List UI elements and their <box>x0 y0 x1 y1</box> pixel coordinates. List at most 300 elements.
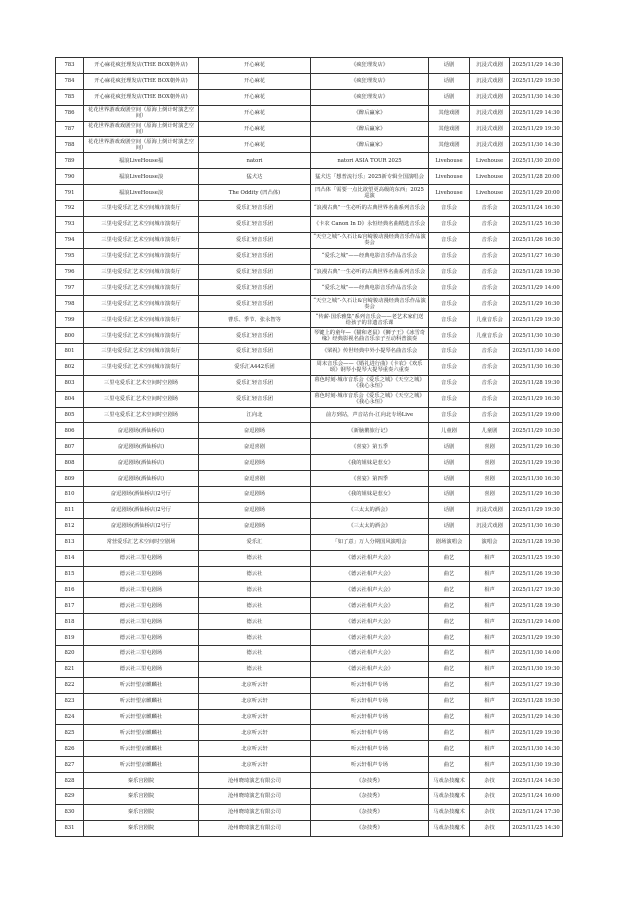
row-number-cell: 812 <box>56 518 84 534</box>
show-time-cell: 2025/11/30 14:00 <box>510 645 563 661</box>
show-title-cell: 《醉后赢家》 <box>311 121 429 137</box>
row-number-cell: 784 <box>56 73 84 89</box>
venue-cell: 花花世界游戏戏剧空间（原海上倒计时演艺空间） <box>84 105 199 121</box>
category-cell: 音乐会 <box>429 216 470 232</box>
show-title-cell: 《德云社相声大会》 <box>311 550 429 566</box>
show-title-cell: “天空之城”-久石让&宫崎骏动漫经典音乐作品演奏会 <box>311 296 429 312</box>
subcategory-cell: 音乐会 <box>470 359 510 375</box>
show-title-cell: 前方到站，声音站台-江向北专场Live <box>311 407 429 423</box>
organizer-cell: 沧州晓琦演艺有限公司 <box>199 820 311 836</box>
table-row <box>56 677 563 693</box>
show-time-cell: 2025/11/30 20:00 <box>510 153 563 169</box>
show-time-cell: 2025/11/28 19:30 <box>510 264 563 280</box>
subcategory-cell: 杂技 <box>470 773 510 789</box>
show-title-cell: 《德云社相声大会》 <box>311 598 429 614</box>
show-time-cell: 2025/11/29 19:30 <box>510 73 563 89</box>
table-row <box>56 344 563 360</box>
row-number-cell: 813 <box>56 534 84 550</box>
category-cell: 话剧 <box>429 73 470 89</box>
category-cell: 曲艺 <box>429 725 470 741</box>
show-time-cell: 2025/11/30 19:30 <box>510 661 563 677</box>
table-row <box>56 693 563 709</box>
category-cell: 音乐会 <box>429 328 470 344</box>
venue-cell: 奋逗剧场(酒仙桥店)2号厅 <box>84 518 199 534</box>
category-cell: 儿童剧 <box>429 423 470 439</box>
show-title-cell: 听云轩相声专场 <box>311 757 429 773</box>
venue-cell: 秦乐宫剧院 <box>84 804 199 820</box>
organizer-cell: 奋逗喜剧 <box>199 439 311 455</box>
subcategory-cell: 音乐会 <box>470 216 510 232</box>
show-title-cell: 听云轩相声专场 <box>311 677 429 693</box>
organizer-cell: 奋逗剧场 <box>199 487 311 503</box>
table-row <box>56 471 563 487</box>
category-cell: 曲艺 <box>429 582 470 598</box>
category-cell: 音乐会 <box>429 359 470 375</box>
category-cell: 曲艺 <box>429 630 470 646</box>
table-body <box>56 58 563 837</box>
subcategory-cell: 相声 <box>470 741 510 757</box>
venue-cell: 三里屯爱乐汇艺术空间城市演奏厅 <box>84 216 199 232</box>
category-cell: 话剧 <box>429 518 470 534</box>
table-row <box>56 58 563 74</box>
show-time-cell: 2025/11/29 16:30 <box>510 391 563 407</box>
category-cell: 音乐会 <box>429 280 470 296</box>
subcategory-cell: 相声 <box>470 645 510 661</box>
row-number-cell: 806 <box>56 423 84 439</box>
row-number-cell: 814 <box>56 550 84 566</box>
table-row <box>56 455 563 471</box>
organizer-cell: 北京听云轩 <box>199 757 311 773</box>
show-title-cell: “爱乐之城”——经典电影音乐作品音乐会 <box>311 280 429 296</box>
table-row <box>56 502 563 518</box>
category-cell: 其他戏剧 <box>429 137 470 153</box>
organizer-cell: 德云社 <box>199 630 311 646</box>
row-number-cell: 787 <box>56 121 84 137</box>
venue-cell: 三里屯爱乐汇艺术空间城市演奏厅 <box>84 248 199 264</box>
row-number-cell: 827 <box>56 757 84 773</box>
subcategory-cell: 儿童剧 <box>470 423 510 439</box>
table-row <box>56 407 563 423</box>
show-title-cell: 听云轩相声专场 <box>311 741 429 757</box>
category-cell: 音乐会 <box>429 232 470 248</box>
table-row <box>56 439 563 455</box>
table-row <box>56 757 563 773</box>
row-number-cell: 831 <box>56 820 84 836</box>
row-number-cell: 809 <box>56 471 84 487</box>
show-title-cell: 「如了意」万人分期国风演唱会 <box>311 534 429 550</box>
show-time-cell: 2025/11/24 17:30 <box>510 804 563 820</box>
table-row <box>56 391 563 407</box>
subcategory-cell: 喜剧 <box>470 487 510 503</box>
venue-cell: 德云社三里屯剧场 <box>84 598 199 614</box>
row-number-cell: 804 <box>56 391 84 407</box>
show-time-cell: 2025/11/29 19:00 <box>510 407 563 423</box>
show-title-cell: 《醉后赢家》 <box>311 105 429 121</box>
show-title-cell: 《新脑鹅旅行记》 <box>311 423 429 439</box>
organizer-cell: 北京听云轩 <box>199 709 311 725</box>
row-number-cell: 788 <box>56 137 84 153</box>
category-cell: 话剧 <box>429 471 470 487</box>
organizer-cell: 爱乐汇A442乐团 <box>199 359 311 375</box>
subcategory-cell: 杂技 <box>470 788 510 804</box>
subcategory-cell: 沉浸式戏剧 <box>470 58 510 74</box>
show-title-cell: 《德云社相声大会》 <box>311 566 429 582</box>
show-time-cell: 2025/11/27 19:30 <box>510 582 563 598</box>
table-row <box>56 645 563 661</box>
organizer-cell: 奋逗剧场 <box>199 518 311 534</box>
subcategory-cell: 喜剧 <box>470 439 510 455</box>
venue-cell: 听云轩望京麒麟社 <box>84 725 199 741</box>
category-cell: 马戏杂技魔术 <box>429 804 470 820</box>
table-row <box>56 661 563 677</box>
category-cell: 音乐会 <box>429 407 470 423</box>
table-row <box>56 280 563 296</box>
show-time-cell: 2025/11/30 16:30 <box>510 359 563 375</box>
show-title-cell: 《杂技秀》 <box>311 804 429 820</box>
row-number-cell: 826 <box>56 741 84 757</box>
venue-cell: 秦乐宫剧院 <box>84 820 199 836</box>
organizer-cell: 开心麻花 <box>199 73 311 89</box>
venue-cell: 奋逗剧场(酒仙桥店) <box>84 471 199 487</box>
table-row <box>56 582 563 598</box>
show-time-cell: 2025/11/29 14:30 <box>510 709 563 725</box>
category-cell: 话剧 <box>429 455 470 471</box>
table-row <box>56 121 563 137</box>
row-number-cell: 821 <box>56 661 84 677</box>
venue-cell: 开心麻花疯狂理发店(THE BOX朝外店) <box>84 58 199 74</box>
row-number-cell: 820 <box>56 645 84 661</box>
organizer-cell: 奋逗剧场 <box>199 502 311 518</box>
venue-cell: 三里屯爱乐汇艺术空间城市演奏厅 <box>84 264 199 280</box>
table-row <box>56 566 563 582</box>
venue-cell: 秦乐宫剧院 <box>84 773 199 789</box>
show-time-cell: 2025/11/25 16:30 <box>510 216 563 232</box>
show-time-cell: 2025/11/28 19:30 <box>510 598 563 614</box>
venue-cell: 三里屯爱乐汇艺术空间城市演奏厅 <box>84 201 199 217</box>
show-title-cell: 《喜宴》第四季 <box>311 471 429 487</box>
show-time-cell: 2025/11/29 14:30 <box>510 105 563 121</box>
table-row <box>56 137 563 153</box>
venue-cell: 听云轩望京麒麟社 <box>84 741 199 757</box>
show-time-cell: 2025/11/28 19:30 <box>510 693 563 709</box>
subcategory-cell: 演唱会 <box>470 534 510 550</box>
table-row <box>56 153 563 169</box>
venue-cell: 花花世界游戏戏剧空间（原海上倒计时演艺空间） <box>84 137 199 153</box>
show-title-cell: 《卡农 Canon In D》永恒经典名曲精选音乐会 <box>311 216 429 232</box>
subcategory-cell: 沉浸式戏剧 <box>470 502 510 518</box>
row-number-cell: 815 <box>56 566 84 582</box>
table-row <box>56 375 563 391</box>
show-title-cell: 《醉后赢家》 <box>311 137 429 153</box>
show-time-cell: 2025/11/30 19:30 <box>510 757 563 773</box>
organizer-cell: 开心麻花 <box>199 121 311 137</box>
organizer-cell: 开心麻花 <box>199 89 311 105</box>
subcategory-cell: 相声 <box>470 709 510 725</box>
category-cell: 曲艺 <box>429 661 470 677</box>
category-cell: Livehouse <box>429 153 470 169</box>
row-number-cell: 824 <box>56 709 84 725</box>
category-cell: 音乐会 <box>429 391 470 407</box>
show-title-cell: “浪漫古典”一生必听的古典世界名曲系列音乐会 <box>311 264 429 280</box>
show-time-cell: 2025/11/30 14:30 <box>510 137 563 153</box>
row-number-cell: 792 <box>56 201 84 217</box>
venue-cell: 听云轩望京麒麟社 <box>84 757 199 773</box>
row-number-cell: 801 <box>56 344 84 360</box>
row-number-cell: 810 <box>56 487 84 503</box>
organizer-cell: 德云社 <box>199 661 311 677</box>
subcategory-cell: 音乐会 <box>470 280 510 296</box>
row-number-cell: 830 <box>56 804 84 820</box>
row-number-cell: 785 <box>56 89 84 105</box>
row-number-cell: 822 <box>56 677 84 693</box>
show-title-cell: 《德云社相声大会》 <box>311 582 429 598</box>
row-number-cell: 808 <box>56 455 84 471</box>
category-cell: 话剧 <box>429 487 470 503</box>
show-time-cell: 2025/11/27 19:30 <box>510 677 563 693</box>
show-time-cell: 2025/11/25 19:30 <box>510 550 563 566</box>
row-number-cell: 828 <box>56 773 84 789</box>
show-title-cell: 暮色时刻·城市音乐会《爱乐之城》《天空之城》《我心永恒》 <box>311 391 429 407</box>
performance-schedule-table <box>55 57 563 837</box>
show-time-cell: 2025/11/28 20:00 <box>510 169 563 185</box>
category-cell: 其他戏剧 <box>429 121 470 137</box>
category-cell: 话剧 <box>429 439 470 455</box>
organizer-cell: 爱乐汇轻音乐团 <box>199 328 311 344</box>
organizer-cell: 爱乐汇轻音乐团 <box>199 216 311 232</box>
category-cell: 音乐会 <box>429 312 470 328</box>
show-time-cell: 2025/11/30 14:00 <box>510 344 563 360</box>
table-row <box>56 518 563 534</box>
show-time-cell: 2025/11/29 19:30 <box>510 502 563 518</box>
venue-cell: 开心麻花疯狂理发店(THE BOX朝外店) <box>84 89 199 105</box>
venue-cell: 三里屯爱乐汇艺术空间时空剧场 <box>84 407 199 423</box>
organizer-cell: 爱乐汇轻音乐团 <box>199 375 311 391</box>
organizer-cell: 爱乐汇轻音乐团 <box>199 232 311 248</box>
venue-cell: 花花世界游戏戏剧空间（原海上倒计时演艺空间） <box>84 121 199 137</box>
show-time-cell: 2025/11/29 14:30 <box>510 58 563 74</box>
show-time-cell: 2025/11/29 16:30 <box>510 439 563 455</box>
category-cell: 曲艺 <box>429 757 470 773</box>
category-cell: 其他戏剧 <box>429 105 470 121</box>
organizer-cell: 沧州晓琦演艺有限公司 <box>199 788 311 804</box>
row-number-cell: 794 <box>56 232 84 248</box>
subcategory-cell: 沉浸式戏剧 <box>470 105 510 121</box>
organizer-cell: 爱乐汇 <box>199 534 311 550</box>
table-row <box>56 185 563 201</box>
row-number-cell: 823 <box>56 693 84 709</box>
organizer-cell: 德云社 <box>199 614 311 630</box>
subcategory-cell: 音乐会 <box>470 344 510 360</box>
organizer-cell: 曹乐、季节、张永智等 <box>199 312 311 328</box>
show-title-cell: natori ASIA TOUR 2025 <box>311 153 429 169</box>
show-time-cell: 2025/11/24 16:00 <box>510 788 563 804</box>
organizer-cell: natori <box>199 153 311 169</box>
organizer-cell: 爱乐汇轻音乐团 <box>199 264 311 280</box>
subcategory-cell: 相声 <box>470 598 510 614</box>
category-cell: 音乐会 <box>429 375 470 391</box>
show-title-cell: 《德云社相声大会》 <box>311 614 429 630</box>
organizer-cell: 开心麻花 <box>199 137 311 153</box>
show-title-cell: 凹凸体「需要一点比欲望更高级的东西」2025巡演 <box>311 185 429 201</box>
row-number-cell: 807 <box>56 439 84 455</box>
subcategory-cell: 音乐会 <box>470 201 510 217</box>
row-number-cell: 789 <box>56 153 84 169</box>
organizer-cell: 北京听云轩 <box>199 725 311 741</box>
organizer-cell: 德云社 <box>199 550 311 566</box>
table-row <box>56 423 563 439</box>
show-time-cell: 2025/11/30 10:30 <box>510 328 563 344</box>
row-number-cell: 795 <box>56 248 84 264</box>
show-time-cell: 2025/11/26 16:30 <box>510 232 563 248</box>
show-title-cell: 《德云社相声大会》 <box>311 630 429 646</box>
subcategory-cell: 音乐会 <box>470 391 510 407</box>
organizer-cell: 德云社 <box>199 582 311 598</box>
category-cell: 曲艺 <box>429 614 470 630</box>
row-number-cell: 791 <box>56 185 84 201</box>
show-title-cell: 《疯狂理发店》 <box>311 89 429 105</box>
table-row <box>56 709 563 725</box>
category-cell: 话剧 <box>429 89 470 105</box>
venue-cell: 福浪LiveHouse浪 <box>84 169 199 185</box>
table-row <box>56 725 563 741</box>
subcategory-cell: 相声 <box>470 550 510 566</box>
row-number-cell: 783 <box>56 58 84 74</box>
show-title-cell: 琴键上的童年—《猫和老鼠》《狮子王》《冰雪奇缘》经典影视名曲音乐亲子互动科普演奏 <box>311 328 429 344</box>
row-number-cell: 805 <box>56 407 84 423</box>
table-row <box>56 598 563 614</box>
venue-cell: 三里屯爱乐汇艺术空间城市演奏厅 <box>84 296 199 312</box>
subcategory-cell: 喜剧 <box>470 471 510 487</box>
row-number-cell: 803 <box>56 375 84 391</box>
category-cell: 音乐会 <box>429 296 470 312</box>
organizer-cell: 奋逗喜剧 <box>199 471 311 487</box>
show-title-cell: 《梁祝》传世经典中外小提琴名曲音乐会 <box>311 344 429 360</box>
table-row <box>56 216 563 232</box>
show-title-cell: 听云轩相声专场 <box>311 725 429 741</box>
table-row <box>56 359 563 375</box>
table-row <box>56 73 563 89</box>
category-cell: 音乐会 <box>429 344 470 360</box>
subcategory-cell: 音乐会 <box>470 232 510 248</box>
show-title-cell: 《疯狂理发店》 <box>311 58 429 74</box>
organizer-cell: 德云社 <box>199 645 311 661</box>
venue-cell: 福浪LiveHouse福 <box>84 153 199 169</box>
table-row <box>56 614 563 630</box>
show-time-cell: 2025/11/30 16:30 <box>510 471 563 487</box>
category-cell: 马戏杂技魔术 <box>429 773 470 789</box>
venue-cell: 三里屯爱乐汇艺术空间城市演奏厅 <box>84 359 199 375</box>
row-number-cell: 793 <box>56 216 84 232</box>
subcategory-cell: 相声 <box>470 693 510 709</box>
show-title-cell: “传薪·国乐雅集”系列音乐会——老艺术家们送给孩子的非遗音乐课 <box>311 312 429 328</box>
table-row <box>56 264 563 280</box>
organizer-cell: 开心麻花 <box>199 58 311 74</box>
organizer-cell: 开心麻花 <box>199 105 311 121</box>
show-time-cell: 2025/11/29 19:30 <box>510 455 563 471</box>
table-row <box>56 328 563 344</box>
show-time-cell: 2025/11/27 16:30 <box>510 248 563 264</box>
row-number-cell: 786 <box>56 105 84 121</box>
show-time-cell: 2025/11/29 14:00 <box>510 614 563 630</box>
venue-cell: 听云轩望京麒麟社 <box>84 709 199 725</box>
subcategory-cell: Livehouse <box>470 185 510 201</box>
organizer-cell: 猛犬达 <box>199 169 311 185</box>
subcategory-cell: 沉浸式戏剧 <box>470 137 510 153</box>
show-time-cell: 2025/11/29 19:30 <box>510 630 563 646</box>
row-number-cell: 790 <box>56 169 84 185</box>
table-row <box>56 312 563 328</box>
table-row <box>56 630 563 646</box>
table-row <box>56 232 563 248</box>
show-title-cell: 《喜宴》第五季 <box>311 439 429 455</box>
show-title-cell: 《三太太的酒会》 <box>311 502 429 518</box>
subcategory-cell: 相声 <box>470 614 510 630</box>
venue-cell: 三里屯爱乐汇艺术空间城市演奏厅 <box>84 344 199 360</box>
row-number-cell: 797 <box>56 280 84 296</box>
organizer-cell: 北京听云轩 <box>199 693 311 709</box>
category-cell: 音乐会 <box>429 248 470 264</box>
show-time-cell: 2025/11/29 16:30 <box>510 296 563 312</box>
table-row <box>56 773 563 789</box>
show-title-cell: “浪漫古典”一生必听的古典世界名曲系列音乐会 <box>311 201 429 217</box>
venue-cell: 开心麻花疯狂理发店(THE BOX朝外店) <box>84 73 199 89</box>
subcategory-cell: 杂技 <box>470 820 510 836</box>
show-title-cell: 《德云社相声大会》 <box>311 661 429 677</box>
subcategory-cell: Livehouse <box>470 153 510 169</box>
show-time-cell: 2025/11/26 19:30 <box>510 566 563 582</box>
row-number-cell: 811 <box>56 502 84 518</box>
row-number-cell: 802 <box>56 359 84 375</box>
row-number-cell: 819 <box>56 630 84 646</box>
subcategory-cell: 儿童音乐会 <box>470 328 510 344</box>
organizer-cell: The Oddity (凹凸体) <box>199 185 311 201</box>
subcategory-cell: 沉浸式戏剧 <box>470 518 510 534</box>
show-time-cell: 2025/11/30 16:30 <box>510 518 563 534</box>
show-title-cell: 《疯狂理发店》 <box>311 73 429 89</box>
category-cell: 曲艺 <box>429 693 470 709</box>
subcategory-cell: 相声 <box>470 630 510 646</box>
show-time-cell: 2025/11/29 19:30 <box>510 121 563 137</box>
venue-cell: 三里屯爱乐汇艺术空间时空剧场 <box>84 375 199 391</box>
table-row <box>56 248 563 264</box>
show-title-cell: 听云轩相声专场 <box>311 693 429 709</box>
row-number-cell: 825 <box>56 725 84 741</box>
venue-cell: 秦乐宫剧院 <box>84 788 199 804</box>
show-title-cell: 《我的姐妹是惹女》 <box>311 487 429 503</box>
subcategory-cell: 儿童音乐会 <box>470 312 510 328</box>
subcategory-cell: 沉浸式戏剧 <box>470 73 510 89</box>
subcategory-cell: 沉浸式戏剧 <box>470 121 510 137</box>
show-time-cell: 2025/11/24 16:30 <box>510 201 563 217</box>
show-time-cell: 2025/11/29 10:30 <box>510 423 563 439</box>
show-time-cell: 2025/11/29 19:30 <box>510 725 563 741</box>
show-title-cell: 《三太太的酒会》 <box>311 518 429 534</box>
venue-cell: 三里屯爱乐汇艺术空间城市演奏厅 <box>84 280 199 296</box>
subcategory-cell: 相声 <box>470 677 510 693</box>
venue-cell: 三里屯爱乐汇艺术空间城市演奏厅 <box>84 328 199 344</box>
row-number-cell: 817 <box>56 598 84 614</box>
subcategory-cell: 音乐会 <box>470 264 510 280</box>
organizer-cell: 爱乐汇轻音乐团 <box>199 280 311 296</box>
subcategory-cell: 音乐会 <box>470 375 510 391</box>
table-row <box>56 169 563 185</box>
row-number-cell: 798 <box>56 296 84 312</box>
subcategory-cell: 相声 <box>470 725 510 741</box>
subcategory-cell: 音乐会 <box>470 248 510 264</box>
show-title-cell: 暮色时刻·城市音乐会《爱乐之城》《天空之城》《我心永恒》 <box>311 375 429 391</box>
venue-cell: 福浪LiveHouse浪 <box>84 185 199 201</box>
organizer-cell: 爱乐汇轻音乐团 <box>199 344 311 360</box>
